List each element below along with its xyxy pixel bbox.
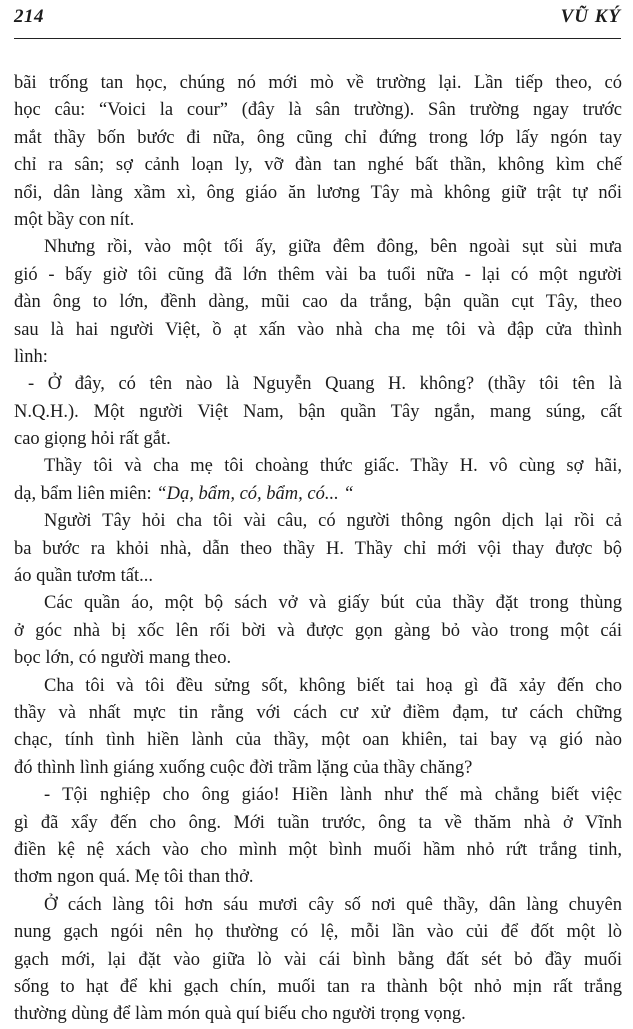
text-line: bọc lớn, có người mang theo. (14, 648, 232, 669)
text-line: ở góc nhà bị xốc lên rối bời và được gọn gàng bỏ vào trong một cái (14, 620, 622, 641)
page-number: 214 (14, 6, 44, 27)
text-body (14, 70, 622, 1029)
dialogue-start-line: - Ở đây, có tên nào là Nguyễn Quang H. không? (thầy tôi tên là (28, 374, 622, 395)
text-line: gió - bấy giờ tôi cũng đã lớn thêm vài ba tuổi nữa - lại có một người (14, 264, 622, 285)
text-line: nổi, dân làng xầm xì, ông giáo ăn lương Tây mà không giữ trật tự nổi (14, 182, 622, 203)
text-line: nung gạch ngói nên họ thường có lệ, mỗi lần vào củi để đốt một lò (14, 922, 622, 943)
paragraph-start-line: Nhưng rồi, vào một tối ấy, giữa đêm đông, bên ngoài sụt sùi mưa (44, 237, 622, 258)
text-line: chỉ ra sân; sợ cảnh loạn ly, vỡ đàn tan nghé bất thần, không kìm chế (14, 155, 622, 176)
running-header (14, 2, 621, 40)
paragraph-start-line: Người Tây hỏi cha tôi vài câu, có người thông ngôn dịch lại rồi cả (44, 511, 622, 532)
text-line: thường dùng để làm món quà quí biếu cho người trọng vọng. (14, 1004, 466, 1025)
text-line: sống to hạt để khi gạch chín, muối tan ra thành bột nhỏ mịn rất trắng (14, 976, 622, 997)
text-line: điền kệ nệ xách vào cho mình một bình muối hầm nhỏ rứt trắng tinh, (14, 839, 622, 860)
text-line: học câu: “Voici la cour” (đây là sân trường). Sân trường ngay trước (14, 100, 622, 121)
paragraph-start-line: Cha tôi và tôi đều sửng sốt, không biết tai hoạ gì đã xảy đến cho (44, 675, 622, 696)
italic-quote: “Dạ, bẩm, có, bẩm, có... “ (156, 483, 354, 504)
text-line: gạch mới, lại đặt vào giữa lò vài cái bình bằng đất sét bỏ đầy muối (14, 949, 622, 970)
book-title: VŨ KÝ (560, 6, 621, 27)
text-line: mắt thầy bốn bước đi nữa, ông cũng chỉ đứng trong lớp lấy ngón tay (14, 127, 622, 148)
text-line (14, 481, 622, 508)
text-line: N.Q.H.). Một người Việt Nam, bận quần Tây ngắn, mang súng, cất (14, 401, 622, 422)
text-line: áo quần tươm tất... (14, 566, 154, 587)
text-line: thơm ngon quá. Mẹ tôi than thở. (14, 867, 254, 888)
text-line: thầy và nhất mực tin rằng với cách cư xử điềm đạm, tư cách chững (14, 702, 622, 723)
text-span: dạ, bẩm liên miên: (14, 483, 157, 504)
text-line: gì đã xẩy đến cho ông. Mới tuần trước, ông ta về thăm nhà ở Vĩnh (14, 812, 622, 833)
text-line: sau là hai người Việt, ồ ạt xấn vào nhà cha mẹ tôi và đập cửa thình (14, 319, 622, 340)
text-line: cao giọng hỏi rất gắt. (14, 429, 171, 450)
text-line: chạc, tính tình hiền lành của thầy, một oan khiên, tai bay vạ gió nào (14, 730, 622, 751)
header-rule (14, 38, 621, 39)
text-line: đó thình lình giáng xuống cuộc đời trầm lặng của thầy chăng? (14, 757, 473, 778)
paragraph-start-line: Thầy tôi và cha mẹ tôi choàng thức giấc. Thầy H. vô cùng sợ hãi, (44, 456, 622, 477)
paragraph-start-line: Ở cách làng tôi hơn sáu mươi cây số nơi quê thầy, dân làng chuyên (44, 894, 622, 915)
paragraph-start-line: Các quần áo, một bộ sách vở và giấy bút của thầy đặt trong thùng (44, 593, 622, 614)
text-line: lình: (14, 346, 48, 367)
text-line: đàn ông to lớn, đềnh dàng, mũi cao da trắng, bận quần cụt Tây, theo (14, 292, 622, 313)
dialogue-start-line: - Tội nghiệp cho ông giáo! Hiền lành như thế mà chẳng biết việc (44, 785, 622, 806)
text-line: một bầy con nít. (14, 209, 135, 230)
text-line: ba bước ra khỏi nhà, dẫn theo thầy H. Thầy chỉ mới vội thay được bộ (14, 538, 622, 559)
text-line: bãi trống tan học, chúng nó mới mò về trường lại. Lần tiếp theo, có (14, 73, 622, 93)
